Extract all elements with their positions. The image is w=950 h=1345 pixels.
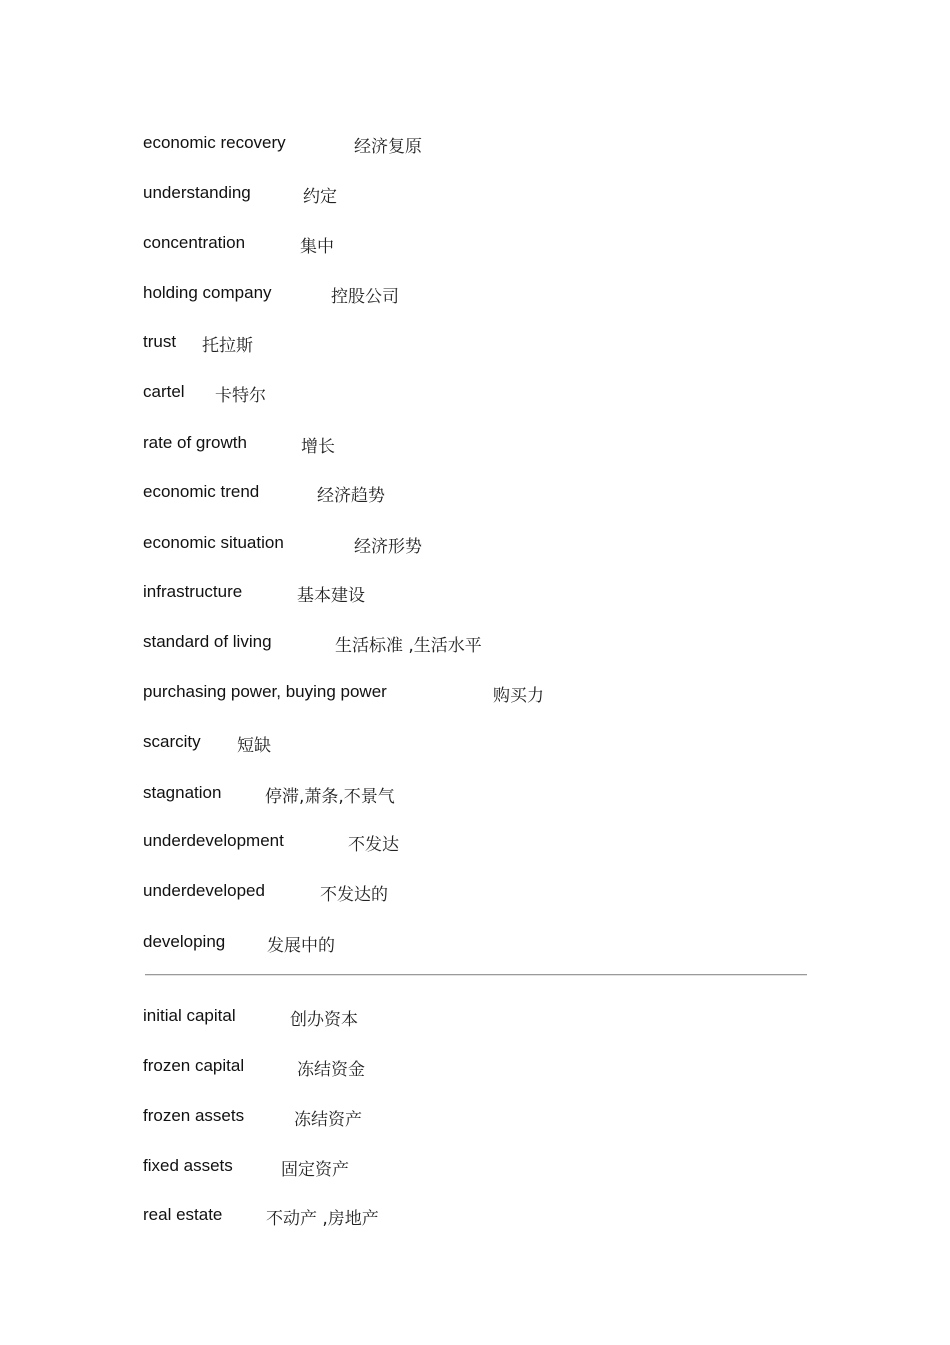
term-english: concentration: [143, 233, 246, 252]
term-english: frozen assets: [143, 1106, 245, 1125]
glossary-entry: [143, 632, 482, 656]
term-english: underdevelopment: [143, 831, 284, 850]
term-chinese: 固定资产: [281, 1160, 349, 1180]
term-chinese: 购买力: [493, 686, 544, 706]
glossary-entry: [143, 783, 395, 807]
glossary-entry: [143, 382, 266, 406]
term-chinese: 托拉斯: [202, 336, 253, 356]
term-chinese: 停滞,萧条,不景气: [265, 787, 395, 807]
glossary-entry: [143, 932, 335, 956]
term-chinese: 不动产 ,房地产: [266, 1209, 379, 1229]
term-english: frozen capital: [143, 1056, 245, 1075]
glossary-entry: [143, 831, 399, 855]
term-english: rate of growth: [143, 433, 247, 452]
glossary-entry: [143, 1006, 358, 1030]
term-chinese: 发展中的: [267, 936, 335, 956]
glossary-entry: [143, 1106, 362, 1130]
term-chinese: 短缺: [237, 736, 271, 756]
term-chinese: 基本建设: [297, 586, 365, 606]
term-chinese: 集中: [300, 237, 334, 257]
term-chinese: 控股公司: [331, 287, 399, 307]
term-english: stagnation: [143, 783, 222, 802]
term-chinese: 创办资本: [290, 1010, 358, 1030]
term-english: standard of living: [143, 632, 272, 651]
glossary-entry: [143, 433, 335, 457]
term-chinese: 经济趋势: [317, 486, 385, 506]
glossary-entry: [143, 732, 271, 756]
glossary-entry: [143, 1156, 349, 1180]
glossary-entry: [143, 1056, 365, 1080]
term-english: economic trend: [143, 482, 260, 501]
glossary-entry: [143, 332, 253, 356]
term-chinese: 冻结资产: [294, 1110, 362, 1130]
term-english: scarcity: [143, 732, 201, 751]
term-chinese: 经济形势: [354, 537, 422, 557]
glossary-entry: [143, 682, 544, 706]
term-english: trust: [143, 332, 177, 351]
term-english: cartel: [143, 382, 185, 401]
term-chinese: 经济复原: [354, 137, 422, 157]
term-english: understanding: [143, 183, 251, 202]
glossary-entry: [143, 582, 365, 606]
glossary-entry: [143, 283, 399, 307]
term-chinese: 生活标准 ,生活水平: [335, 636, 482, 656]
glossary-entry: [143, 233, 334, 257]
term-english: purchasing power, buying power: [143, 682, 387, 701]
term-english: holding company: [143, 283, 272, 302]
term-english: real estate: [143, 1205, 223, 1224]
glossary-entry: [143, 533, 422, 557]
term-english: underdeveloped: [143, 881, 265, 900]
term-english: fixed assets: [143, 1156, 233, 1175]
glossary-entry: [143, 881, 388, 905]
term-chinese: 卡特尔: [215, 386, 266, 406]
term-chinese: 不发达: [348, 835, 399, 855]
glossary-entry: [143, 1205, 379, 1229]
glossary-entry: [143, 133, 422, 157]
term-english: developing: [143, 932, 226, 951]
horizontal-divider: [145, 974, 807, 976]
term-english: infrastructure: [143, 582, 243, 601]
term-chinese: 冻结资金: [297, 1060, 365, 1080]
glossary-entry: [143, 183, 337, 207]
term-chinese: 增长: [301, 437, 335, 457]
term-english: economic situation: [143, 533, 284, 552]
term-chinese: 不发达的: [320, 885, 388, 905]
term-english: initial capital: [143, 1006, 236, 1025]
glossary-entry: [143, 482, 385, 506]
term-chinese: 约定: [303, 187, 337, 207]
term-english: economic recovery: [143, 133, 286, 152]
